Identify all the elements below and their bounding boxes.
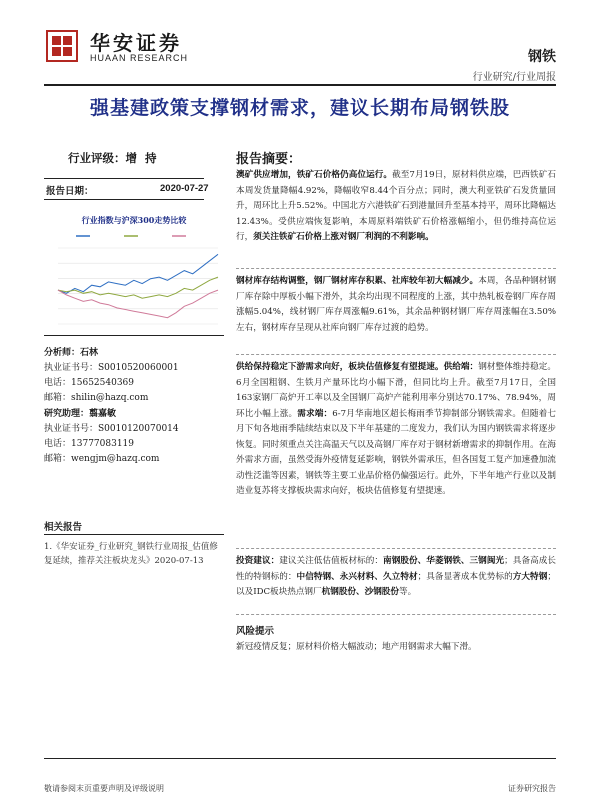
chart-bottom-rule: [44, 335, 224, 336]
p3-lead: 供给保持稳定下游需求向好，板块估值修复有望提速。: [236, 362, 444, 372]
cert-number: S0010120070014: [98, 424, 179, 434]
report-date-value: 2020-07-27: [160, 183, 209, 194]
p3-demand-lead: 需求端：: [297, 408, 333, 419]
cert-number: S0010520060001: [98, 363, 179, 373]
chart-title: 行业指数与沪深300走势比较: [81, 215, 187, 225]
cert-label: 执业证书号：: [44, 363, 99, 373]
related-report-link[interactable]: 1.《华安证券_行业研究_钢铁行业周报_估值修复延续，推荐关注板块龙头》2020-07-13: [44, 542, 218, 566]
section-divider: [236, 354, 556, 356]
cert-label: 执业证书号：: [44, 424, 99, 434]
index-comparison-chart: [44, 228, 224, 333]
chart-lines: [58, 254, 218, 317]
phone-number: 15652540369: [71, 378, 135, 388]
report-type: 行业研究/行业周报: [472, 72, 556, 83]
analyst-block-2: [44, 407, 179, 467]
chart-grid: [58, 248, 218, 324]
abstract-paragraph-3: [236, 360, 556, 500]
footer-disclaimer: 敬请参阅末页重要声明及评级说明: [44, 784, 164, 793]
analyst-name: 翦嘉敏: [89, 409, 117, 419]
p4-c: ；具备显著成本优势标的: [417, 571, 513, 582]
email-label: 邮箱：: [44, 393, 72, 403]
risk-body: 新冠疫情反复；原材料价格大幅波动；地产用钢需求大幅下滑。: [236, 642, 477, 652]
abstract-paragraph-4: [236, 554, 556, 601]
sector-label: 钢铁: [528, 49, 556, 65]
rating-value: 增 持: [125, 151, 157, 165]
p4-a: 建议关注低估值板材标的：: [279, 556, 384, 566]
email-address: shilin@hazq.com: [71, 393, 149, 403]
brand-logo-icon: [46, 30, 78, 62]
abstract-title: 报告摘要：: [236, 152, 302, 167]
phone-number: 13777083119: [71, 439, 135, 449]
p3-demand: 6-7月华南地区超长梅雨季节抑制部分钢铁需求。但随着七月下旬各地雨季陆续结束以及下半年基建的二度发力，我们认为国内钢铁需求将逐步恢复。同时须重点关注高温天气以及高钢厂库存对于钢材新增需求的抑制作用。在海外需求方面，虽然受海外疫情复延影响，钢铁外需承压，但各国复工复产加速叠加流动性泛滥等因素，钢铁等主要工业品价格仍偏强运行。此外，下半年地产行业以及制造业复苏将支撑板块需求向好，板块估值修复有望提速。: [236, 408, 556, 496]
brand-name-en: HUAAN RESEARCH: [90, 53, 189, 63]
phone-label: 电话：: [44, 378, 72, 388]
abstract-paragraph-2: [236, 274, 556, 336]
related-reports-title: 相关报告: [44, 522, 83, 533]
email-address: wengjm@hazq.com: [71, 454, 160, 464]
analyst-name: 石林: [80, 348, 99, 358]
p4-stocks-3: 方大特钢: [512, 571, 548, 582]
series-line-2: [58, 290, 218, 318]
analyst-role: 分析师：: [44, 348, 81, 358]
p1-body: 截至7月19日，原材料供应端，巴西铁矿石本周发货量降幅4.92%，降幅收窄8.44个百分点；同时，澳大利亚铁矿石发货量回升，周环比上升5.52%。中国北方六港铁矿石到港量回升至基本持平，周环比降幅达12.43%。受供应端恢复影响，本周原料端铁矿石价格涨幅缩小，但仍维持高位运行，: [236, 170, 556, 242]
section-divider: [236, 614, 556, 616]
risk-title: 风险提示: [236, 626, 275, 637]
analyst-role: 研究助理：: [44, 409, 90, 419]
section-divider: [236, 268, 556, 270]
p4-stocks-1: 南钢股份、华菱钢铁、三钢闽光: [383, 556, 505, 566]
p4-stocks-2: 中信特钢、永兴材料、久立特材: [296, 571, 418, 582]
p3-supply-lead: 供给端：: [443, 362, 479, 372]
series-line-0: [58, 254, 218, 293]
series-line-1: [58, 277, 218, 298]
footer-label: 证券研究报告: [508, 784, 556, 793]
p1-tail: 须关注铁矿石价格上涨对钢厂利润的不利影响。: [253, 232, 434, 242]
rating-label: 行业评级：: [68, 151, 126, 165]
p4-d: ；以及IDC板块热点钢厂: [236, 571, 556, 597]
report-title: 强基建政策支撑钢材需求，建议长期布局钢铁股: [89, 97, 510, 119]
header-divider: [44, 84, 556, 86]
analyst-block-1: [44, 346, 179, 406]
p4-e: 等。: [398, 587, 417, 597]
p4-b: ；具备高成长性的特钢标的：: [236, 556, 556, 582]
phone-label: 电话：: [44, 439, 72, 449]
brand-name-cn: 华安证券: [90, 31, 182, 55]
email-label: 邮箱：: [44, 454, 72, 464]
related-divider: [44, 534, 224, 535]
abstract-paragraph-1: [236, 168, 556, 246]
p2-body: 本周，各品种钢材钢厂库存除中厚板小幅下滑外，其余均出现不同程度的上涨，其中热轧板卷钢厂库存周涨幅5.04%，线材钢厂库存周涨幅9.61%，其余品种钢材钢厂库存周涨幅在3.50%左右，钢材库存呈现从社库向钢厂库存过渡的趋势。: [236, 276, 556, 333]
footer-divider: [44, 758, 556, 759]
p2-lead: 钢材库存结构调整，钢厂钢材库存积累、社库较年初大幅减少。: [236, 276, 479, 286]
p1-lead: 澳矿供应增加，铁矿石价格仍高位运行。: [236, 170, 393, 180]
report-date-label: 报告日期：: [46, 186, 94, 197]
p3-supply: 钢材整体维持稳定。6月全国粗钢、生铁月产量环比均小幅下滑，但同比均上升。截至7月17日，全国163家钢厂高炉开工率以及全国钢厂高炉产能利用率分别达70.17%、78.94%，周环比小幅上涨。: [236, 362, 556, 419]
p4-lead: 投资建议：: [236, 556, 280, 566]
industry-rating: [68, 150, 157, 166]
p4-stocks-4: 杭钢股份、沙钢股份: [321, 587, 399, 597]
section-divider: [236, 548, 556, 550]
